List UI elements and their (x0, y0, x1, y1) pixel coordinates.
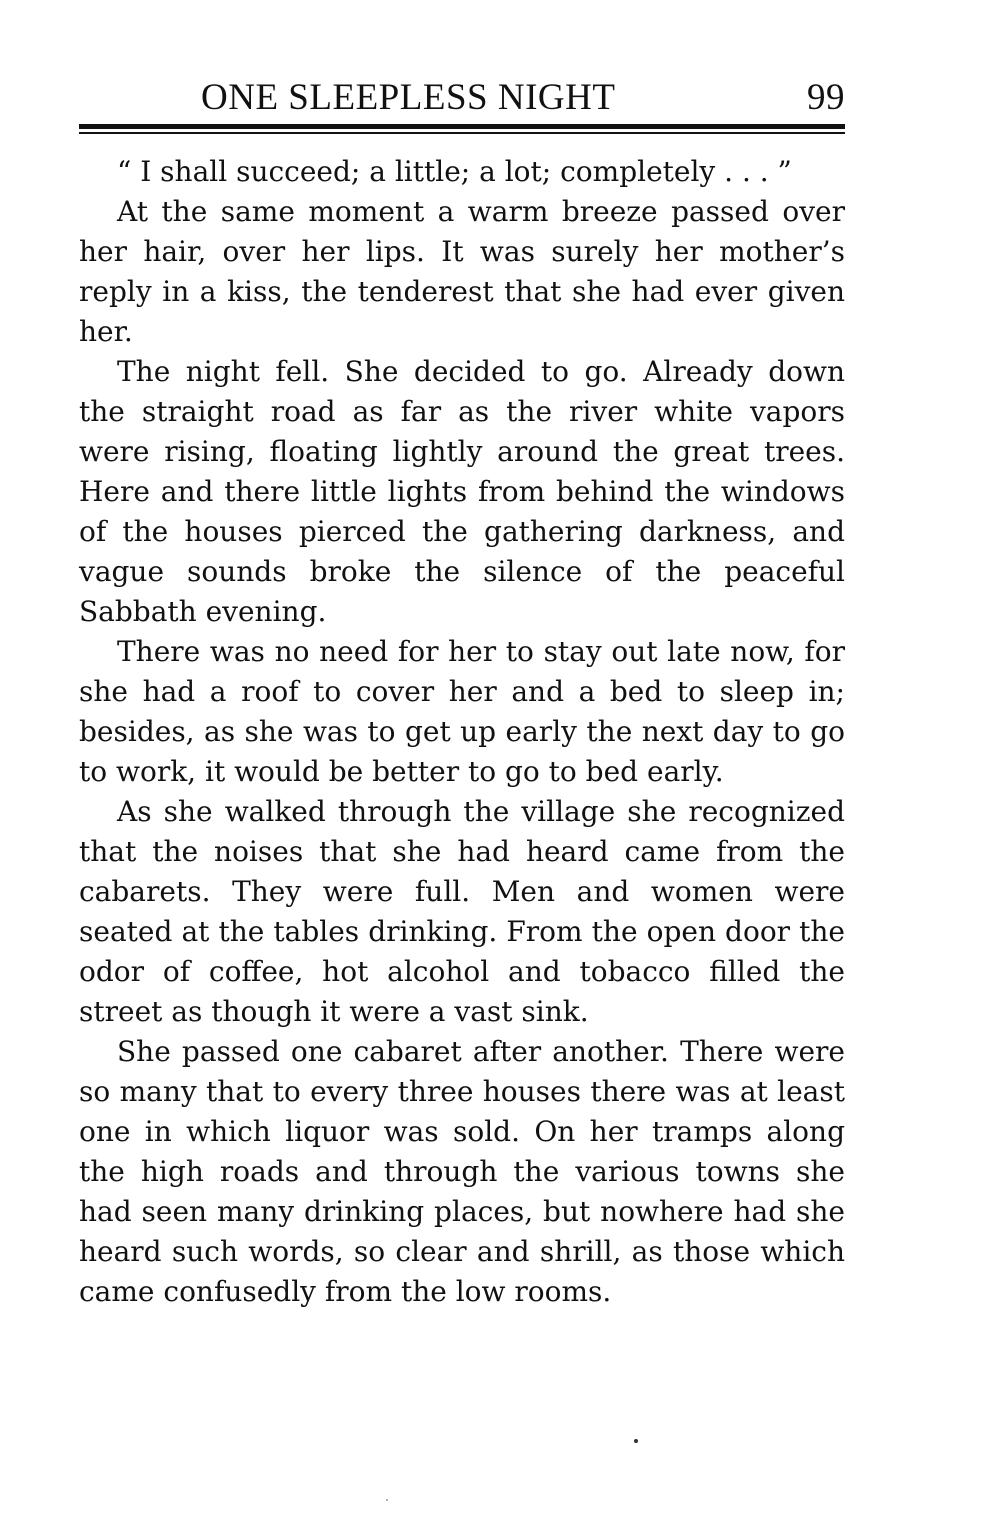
paragraph: There was no need for her to stay out late now, for she had a roof to cover her and a bed to sleep in; besides, as she was to get up early the next day to go to work, it would be better to go to bed early. (79, 635, 845, 788)
paragraph: At the same moment a warm breeze passed over her hair, over her lips. It was surely her mother’s reply in a kiss, the tenderest that she had ever given her. (79, 195, 845, 348)
running-head (79, 74, 845, 122)
page-number: 99 (807, 77, 845, 118)
paragraph: As she walked through the village she recognized that the noises that she had heard came from the cabarets. They were full. Men and women were seated at the tables drinking. From the open door the odor of coffee, hot alcohol and tobacco filled the street as though it were a vast sink. (79, 795, 845, 1028)
header-rule (79, 124, 845, 134)
running-title: ONE SLEEPLESS NIGHT (201, 77, 616, 118)
header-rule-thick (79, 124, 845, 129)
paragraph: The night fell. She decided to go. Already down the straight road as far as the river white vapors were rising, floating lightly around the great trees. Here and there little lights from behind the windows of the houses pierced the gathering darkness, and vague sounds broke the silence of the peaceful Sabbath evening. (79, 355, 845, 628)
paragraph: She passed one cabaret after another. There were so many that to every three houses there was at least one in which liquor was sold. On her tramps along the high roads and through the various towns she had seen many drinking places, but nowhere had she heard such words, so clear and shrill, as those which came confusedly from the low rooms. (79, 1035, 845, 1308)
ink-speck (634, 1439, 638, 1443)
paragraph: “ I shall succeed; a little; a lot; completely . . . ” (117, 155, 792, 188)
ink-speck (386, 1499, 388, 1501)
body-text (79, 152, 845, 1312)
header-rule-thin (79, 132, 845, 134)
book-page (79, 74, 845, 1312)
